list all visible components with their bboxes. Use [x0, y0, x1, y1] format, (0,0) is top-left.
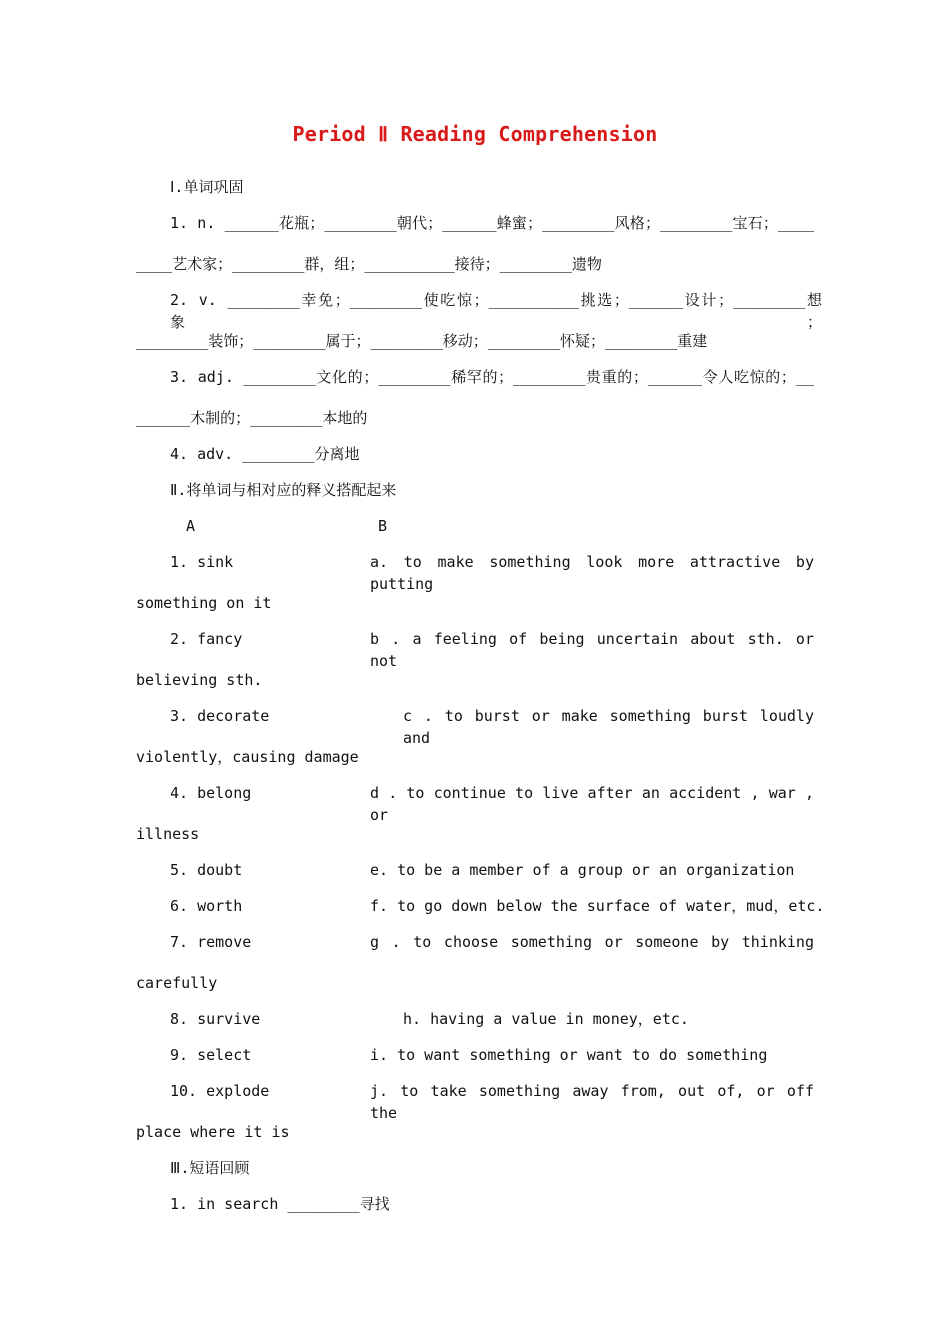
match-definition: b . a feeling of being uncertain about sth. or not: [370, 630, 814, 670]
match-definition: f. to go down below the surface of water，mud，etc.: [370, 897, 825, 915]
vocab-line: 1. n. ______花瓶；________朝代；______蜂蜜；________风格；________宝石；____: [170, 214, 814, 232]
match-word: 10. explode: [170, 1082, 270, 1100]
match-word: 6. worth: [170, 897, 243, 915]
match-definition: h. having a value in money，etc.: [403, 1010, 689, 1028]
vocab-line: 2. v. ________幸免；________使吃惊；__________挑选；______设计；________想象；: [170, 291, 822, 331]
match-word: 8. survive: [170, 1010, 261, 1028]
vocab-line: 3. adj. ________文化的；________稀罕的；________贵重的；______令人吃惊的；__: [170, 368, 814, 386]
page-title: Period Ⅱ Reading Comprehension: [292, 122, 658, 146]
match-definition-cont: carefully: [136, 974, 218, 992]
match-definition-cont: violently，causing damage: [136, 748, 359, 766]
vocab-line: 4. adv. ________分离地: [170, 445, 360, 463]
match-definition: a. to make something look more attractive by putting: [370, 553, 814, 593]
section-heading-phrases: Ⅲ.短语回顾: [170, 1159, 250, 1177]
match-word: 3. decorate: [170, 707, 270, 725]
match-word: 4. belong: [170, 784, 252, 802]
match-definition: i. to want something or want to do something: [370, 1046, 768, 1064]
match-word: 1. sink: [170, 553, 234, 571]
match-word: 7. remove: [170, 933, 252, 951]
match-definition: d . to continue to live after an accident , war , or: [370, 784, 814, 824]
match-definition-cont: believing sth.: [136, 671, 263, 689]
vocab-line: ______木制的；________本地的: [136, 409, 368, 427]
match-word: 2. fancy: [170, 630, 243, 648]
match-definition: g . to choose something or someone by thinking: [370, 933, 814, 951]
match-definition: j. to take something away from, out of, or off the: [370, 1082, 814, 1122]
column-header-a: A: [186, 517, 196, 535]
match-definition-cont: place where it is: [136, 1123, 290, 1141]
vocab-line: ____艺术家；________群，组；__________接待；________遗物: [136, 255, 602, 273]
section-heading-vocabulary: Ⅰ.单词巩固: [170, 178, 244, 196]
match-definition-cont: illness: [136, 825, 200, 843]
match-definition: c . to burst or make something burst loudly and: [403, 707, 814, 747]
vocab-line: ________装饰；________属于；________移动；________怀疑；________重建: [136, 332, 708, 350]
match-word: 9. select: [170, 1046, 252, 1064]
phrase-line: 1. in search ________寻找: [170, 1195, 390, 1213]
match-word: 5. doubt: [170, 861, 243, 879]
match-definition-cont: something on it: [136, 594, 272, 612]
match-definition: e. to be a member of a group or an organization: [370, 861, 795, 879]
column-header-b: B: [378, 517, 388, 535]
section-heading-matching: Ⅱ.将单词与相对应的释义搭配起来: [170, 481, 397, 499]
